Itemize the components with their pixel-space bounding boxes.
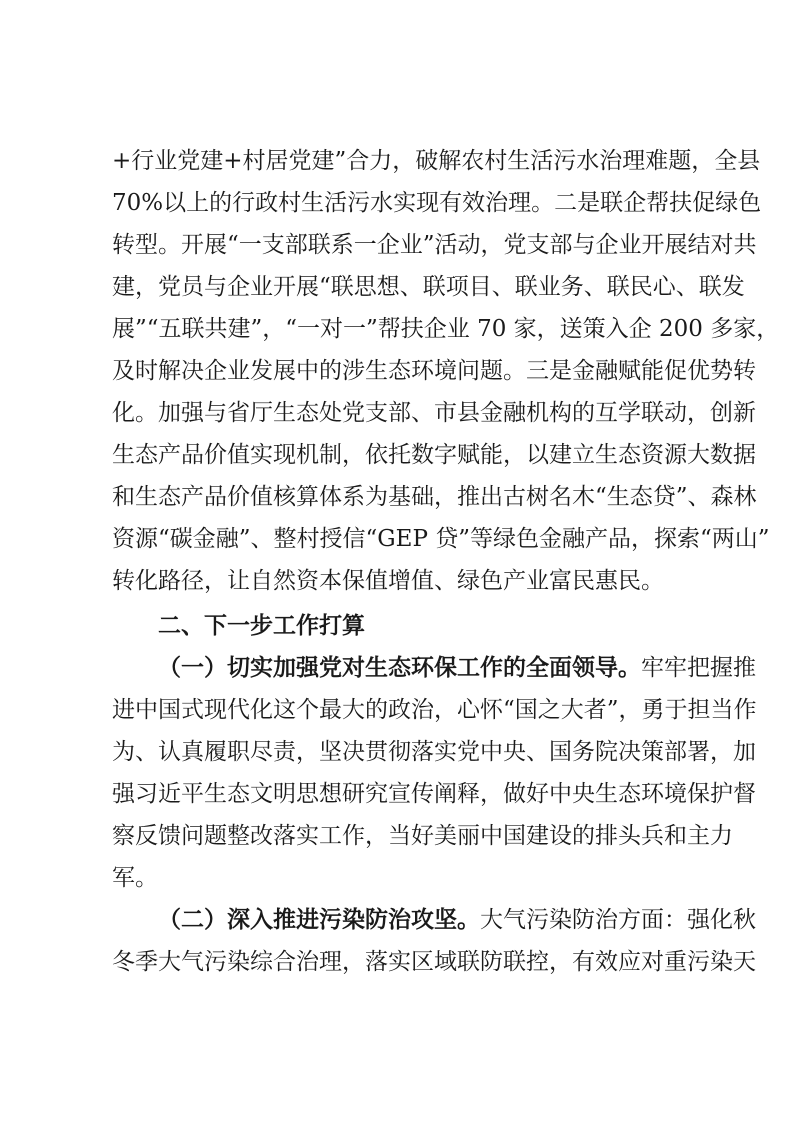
body-text-line: 冬季大气污染综合治理，落实区域联防联控，有效应对重污染天 xyxy=(112,949,756,975)
body-text-line: 展”“五联共建”，“一对一”帮扶企业 70 家，送策入企 200 多家， xyxy=(112,316,780,342)
item-1-title: （一）切实加强党对生态环保工作的全面领导。 xyxy=(158,654,641,681)
body-text-line: 为、认真履职尽责，坚决贯彻落实党中央、国务院决策部署，加 xyxy=(112,739,756,765)
body-text-line: 70%以上的行政村生活污水实现有效治理。二是联企帮扶促绿色 xyxy=(112,190,762,216)
body-text-line: +行业党建+村居党建”合力，破解农村生活污水治理难题，全县 xyxy=(112,148,761,174)
body-text-line: 资源“碳金融”、整村授信“GEP 贷”等绿色金融产品，探索“两山” xyxy=(112,526,770,552)
section-heading: 二、下一步工作打算 xyxy=(158,613,365,639)
item-1-first-line xyxy=(158,648,756,688)
body-text-line: 转型。开展“一支部联系一企业”活动，党支部与企业开展结对共 xyxy=(112,232,757,258)
item-2-first-rest: 大气污染防治方面：强化秋 xyxy=(480,907,756,933)
body-text-line: 化。加强与省厅生态处党支部、市县金融机构的互学联动，创新 xyxy=(112,400,756,426)
body-text-line: 转化路径，让自然资本保值增值、绿色产业富民惠民。 xyxy=(112,568,664,594)
body-text-line: 生态产品价值实现机制，依托数字赋能，以建立生态资源大数据 xyxy=(112,442,756,468)
body-text-line: 军。 xyxy=(112,865,158,891)
item-2-title: （二）深入推进污染防治攻坚。 xyxy=(158,906,480,933)
body-text-line: 强习近平生态文明思想研究宣传阐释，做好中央生态环境保护督 xyxy=(112,781,756,807)
body-text-line: 及时解决企业发展中的涉生态环境问题。三是金融赋能促优势转 xyxy=(112,358,756,384)
body-text-line: 进中国式现代化这个最大的政治，心怀“国之大者”，勇于担当作 xyxy=(112,697,757,723)
item-2-first-line xyxy=(158,900,756,940)
body-text-line: 察反馈问题整改落实工作，当好美丽中国建设的排头兵和主力 xyxy=(112,823,733,849)
body-text-line: 建，党员与企业开展“联思想、联项目、联业务、联民心、联发 xyxy=(112,274,745,300)
item-1-first-rest: 牢牢把握推 xyxy=(641,655,756,681)
body-text-line: 和生态产品价值核算体系为基础，推出古树名木“生态贷”、森林 xyxy=(112,484,757,510)
